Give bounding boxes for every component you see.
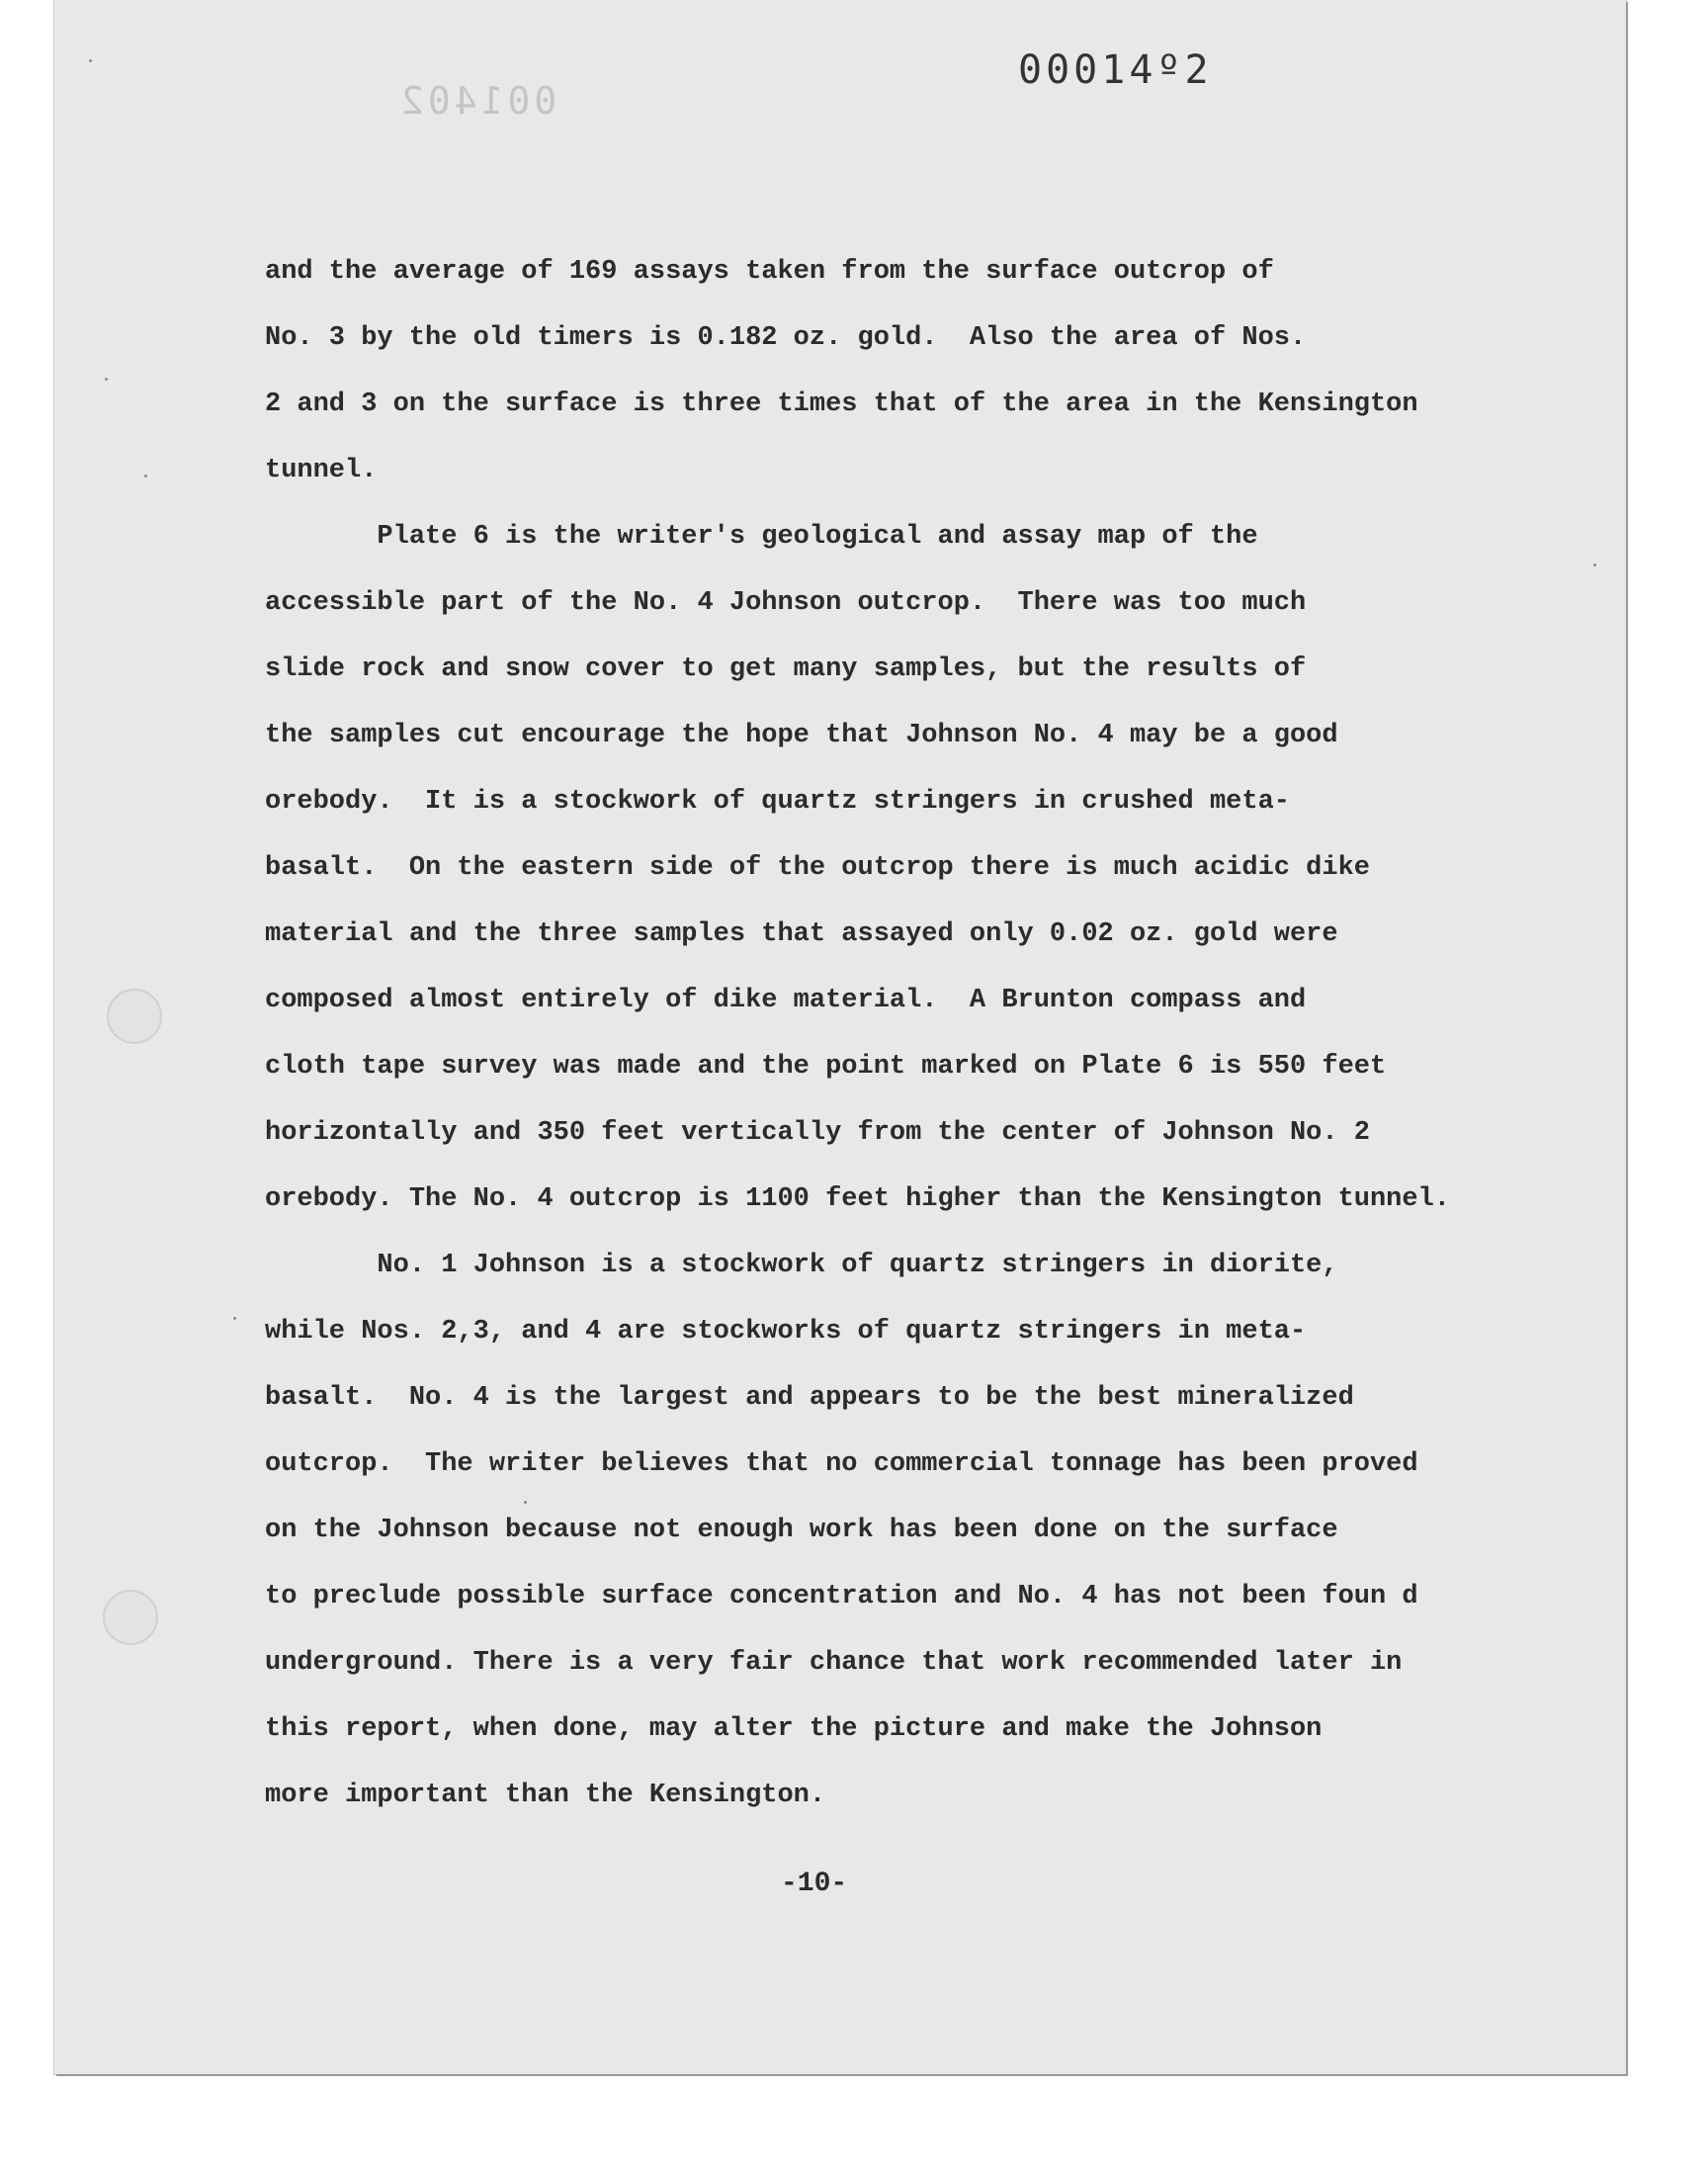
scan-speck [524, 1501, 527, 1504]
text-line: No. 3 by the old timers is 0.182 oz. gold. Also the area of Nos. [265, 323, 1307, 353]
text-line: more important than the Kensington. [265, 1781, 826, 1810]
scan-speck [144, 475, 147, 478]
text-line: material and the three samples that assayed only 0.02 oz. gold were [265, 919, 1338, 949]
text-line: and the average of 169 assays taken from the surface outcrop of [265, 257, 1274, 287]
text-line: No. 1 Johnson is a stockwork of quartz stringers in diorite, [265, 1251, 1338, 1280]
punch-hole-lower [103, 1590, 158, 1645]
text-line: cloth tape survey was made and the point marked on Plate 6 is 550 feet [265, 1052, 1387, 1082]
text-line: on the Johnson because not enough work has been done on the surface [265, 1516, 1338, 1545]
text-line: basalt. On the eastern side of the outcrop there is much acidic dike [265, 853, 1370, 883]
punch-hole-upper [107, 989, 162, 1044]
scan-speck [1593, 564, 1596, 566]
scan-speck [105, 378, 108, 381]
text-line: this report, when done, may alter the picture and make the Johnson [265, 1714, 1323, 1744]
text-line: outcrop. The writer believes that no commercial tonnage has been proved [265, 1449, 1418, 1479]
text-line: orebody. It is a stockwork of quartz stringers in crushed meta- [265, 787, 1290, 817]
text-line: Plate 6 is the writer's geological and assay map of the [265, 522, 1258, 552]
text-line: 2 and 3 on the surface is three times that of the area in the Kensington [265, 390, 1418, 419]
scan-speck [233, 1317, 236, 1320]
scan-speck [89, 59, 92, 62]
text-line: basalt. No. 4 is the largest and appears to be the best mineralized [265, 1383, 1354, 1413]
text-line: to preclude possible surface concentration and No. 4 has not been foun d [265, 1582, 1418, 1611]
text-line: slide rock and snow cover to get many samples, but the results of [265, 654, 1307, 684]
text-line: orebody. The No. 4 outcrop is 1100 feet higher than the Kensington tunnel. [265, 1184, 1450, 1214]
text-line: the samples cut encourage the hope that Johnson No. 4 may be a good [265, 721, 1338, 750]
text-line: accessible part of the No. 4 Johnson outcrop. There was too much [265, 588, 1307, 618]
text-line: while Nos. 2,3, and 4 are stockworks of quartz stringers in meta- [265, 1317, 1307, 1347]
text-line: underground. There is a very fair chance that work recommended later in [265, 1648, 1403, 1678]
text-line: composed almost entirely of dike material. A Brunton compass and [265, 986, 1307, 1015]
text-line: horizontally and 350 feet vertically from the center of Johnson No. 2 [265, 1118, 1370, 1148]
bleed-through-number: 001402 [397, 79, 557, 123]
text-line: tunnel. [265, 456, 378, 485]
page-stamp-number: 00014º2 [1018, 47, 1213, 93]
page-number-footer: -10- [781, 1869, 848, 1899]
